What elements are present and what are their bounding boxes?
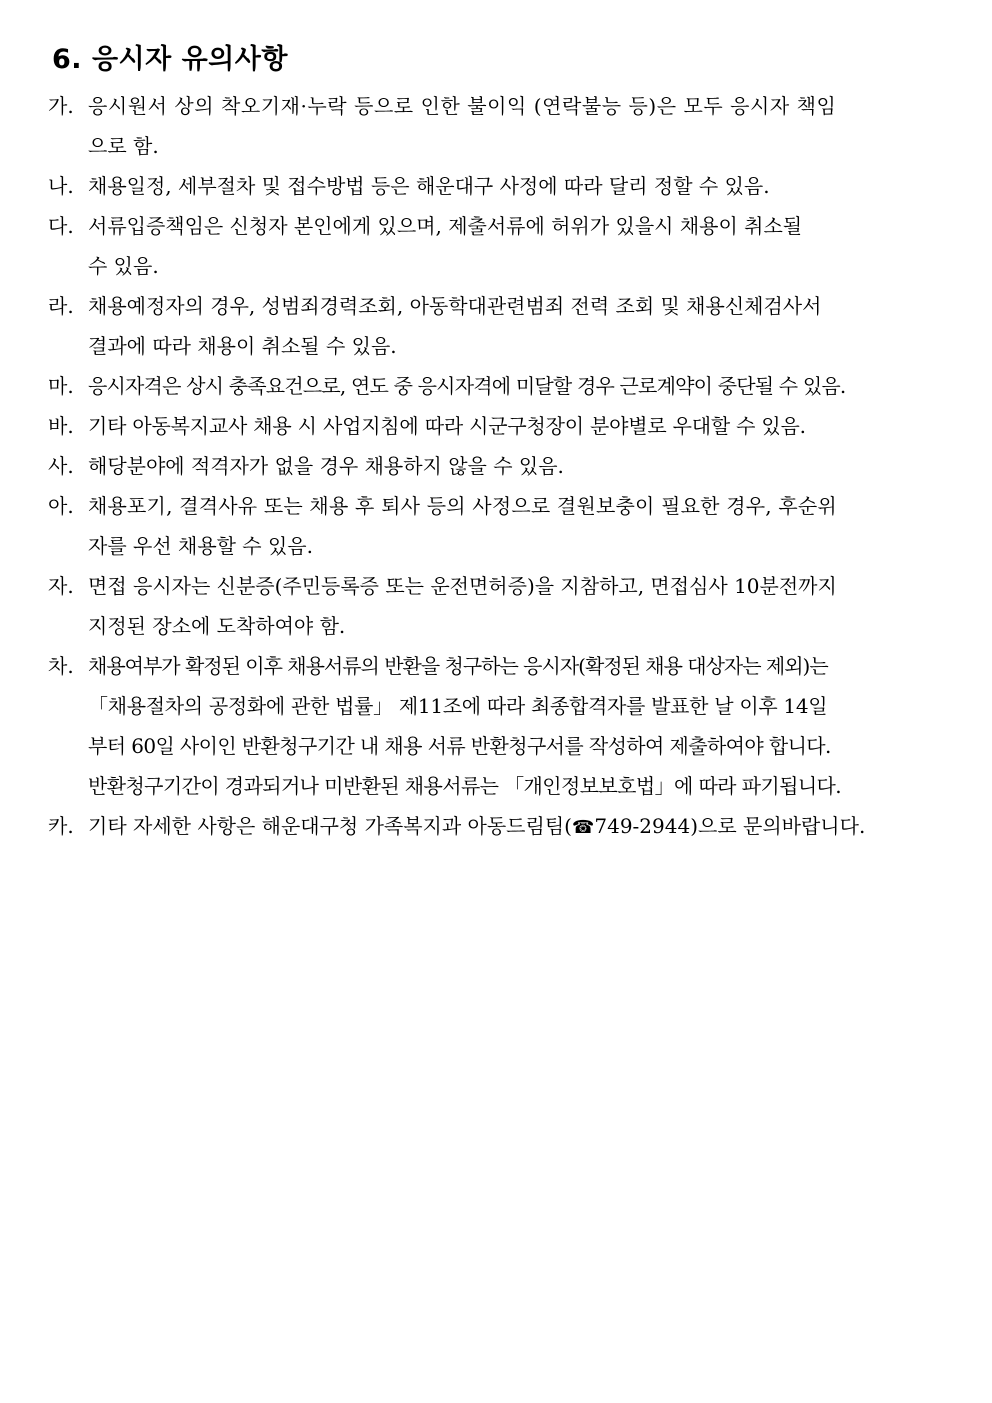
notice-line: 채용여부가 확정된 이후 채용서류의 반환을 청구하는 응시자(확정된 채용 대상자는 제외)는 bbox=[88, 654, 828, 678]
notice-marker: 차. bbox=[48, 654, 74, 678]
notice-line: 채용예정자의 경우, 성범죄경력조회, 아동학대관련범죄 전력 조회 및 채용신체검사서 bbox=[88, 294, 822, 318]
notice-line: 반환청구기간이 경과되거나 미반환된 채용서류는 「개인정보보호법」에 따라 파기됩니다. bbox=[88, 774, 842, 798]
notice-text bbox=[88, 86, 948, 166]
notice-text bbox=[88, 286, 948, 366]
notice-marker: 아. bbox=[48, 494, 74, 518]
notice-item-na bbox=[48, 166, 948, 206]
notice-text bbox=[88, 446, 948, 486]
notice-line: 응시자격은 상시 충족요건으로, 연도 중 응시자격에 미달할 경우 근로계약이 중단될 수 있음. bbox=[88, 374, 846, 398]
contact-text-before: 기타 자세한 사항은 해운대구청 가족복지과 아동드림팀( bbox=[88, 814, 572, 838]
notice-item-ga bbox=[48, 86, 948, 166]
notice-text bbox=[88, 486, 948, 566]
notice-line: 면접 응시자는 신분증(주민등록증 또는 운전면허증)을 지참하고, 면접심사 10분전까지 bbox=[88, 574, 837, 598]
notice-item-ja bbox=[48, 566, 948, 646]
notice-list bbox=[48, 86, 948, 848]
notice-item-ka bbox=[48, 806, 948, 848]
notice-marker: 라. bbox=[48, 294, 74, 318]
notice-item-ba bbox=[48, 406, 948, 446]
contact-phone: 749-2944 bbox=[594, 814, 691, 838]
notice-line: 부터 60일 사이인 반환청구기간 내 채용 서류 반환청구서를 작성하여 제출하여야 합니다. bbox=[88, 734, 831, 758]
notice-item-ra bbox=[48, 286, 948, 366]
telephone-icon: ☎ bbox=[571, 817, 595, 838]
notice-text bbox=[88, 366, 948, 406]
notice-marker: 바. bbox=[48, 414, 74, 438]
notice-line: 채용일정, 세부절차 및 접수방법 등은 해운대구 사정에 따라 달리 정할 수 있음. bbox=[88, 174, 770, 198]
contact-line bbox=[88, 806, 948, 848]
notice-marker: 마. bbox=[48, 374, 74, 398]
notice-line: 자를 우선 채용할 수 있음. bbox=[88, 534, 313, 558]
notice-text bbox=[88, 806, 948, 848]
notice-line: 응시원서 상의 착오기재·누락 등으로 인한 불이익 (연락불능 등)은 모두 응시자 책임 bbox=[88, 94, 837, 118]
notice-item-sa bbox=[48, 446, 948, 486]
notice-marker: 다. bbox=[48, 214, 74, 238]
notice-item-ma bbox=[48, 366, 948, 406]
notice-text bbox=[88, 206, 948, 286]
notice-line: 기타 아동복지교사 채용 시 사업지침에 따라 시군구청장이 분야별로 우대할 수 있음. bbox=[88, 414, 806, 438]
notice-marker: 카. bbox=[48, 814, 74, 838]
notice-item-cha bbox=[48, 646, 948, 806]
notice-marker: 가. bbox=[48, 94, 74, 118]
notice-line: 「채용절차의 공정화에 관한 법률」 제11조에 따라 최종합격자를 발표한 날 이후 14일 bbox=[88, 694, 828, 718]
notice-marker: 자. bbox=[48, 574, 74, 598]
contact-text-after: )으로 문의바랍니다. bbox=[690, 814, 866, 838]
notice-item-da bbox=[48, 206, 948, 286]
notice-line: 채용포기, 결격사유 또는 채용 후 퇴사 등의 사정으로 결원보충이 필요한 경우, 후순위 bbox=[88, 494, 837, 518]
notice-item-a bbox=[48, 486, 948, 566]
notice-text bbox=[88, 406, 948, 446]
section-title: 6. 응시자 유의사항 bbox=[52, 44, 288, 75]
notice-line: 해당분야에 적격자가 없을 경우 채용하지 않을 수 있음. bbox=[88, 454, 564, 478]
notice-text bbox=[88, 646, 948, 806]
notice-line: 수 있음. bbox=[88, 254, 159, 278]
notice-marker: 나. bbox=[48, 174, 74, 198]
notice-text bbox=[88, 166, 948, 206]
notice-marker: 사. bbox=[48, 454, 74, 478]
notice-line: 지정된 장소에 도착하여야 함. bbox=[88, 614, 346, 638]
notice-text bbox=[88, 566, 948, 646]
notice-line: 으로 함. bbox=[88, 134, 159, 158]
notice-line: 결과에 따라 채용이 취소될 수 있음. bbox=[88, 334, 397, 358]
notice-line: 서류입증책임은 신청자 본인에게 있으며, 제출서류에 허위가 있을시 채용이 취소될 bbox=[88, 214, 803, 238]
